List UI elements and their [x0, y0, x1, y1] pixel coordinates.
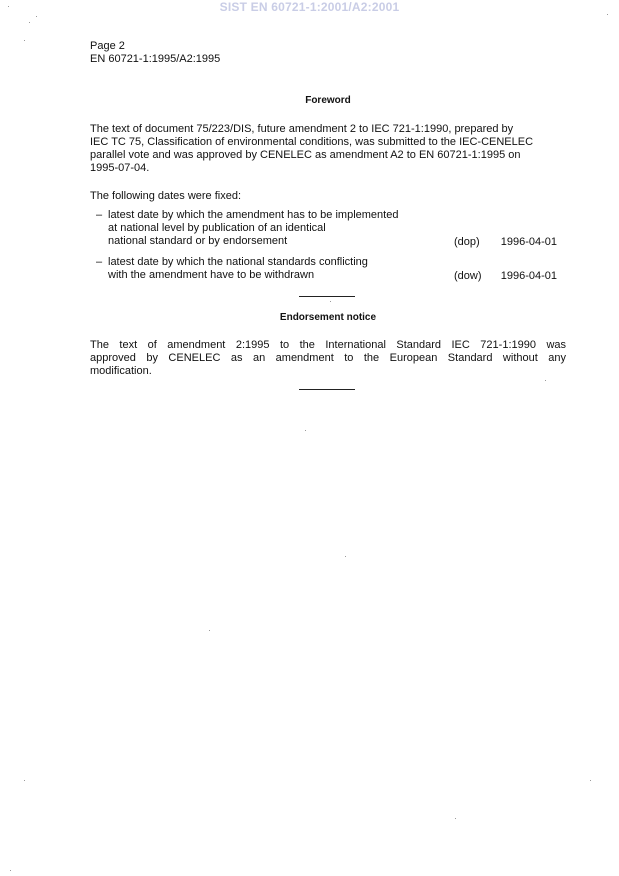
scan-speck [345, 556, 346, 557]
endorsement-line: The text of amendment 2:1995 to the International Standard IEC 721-1:1990 was [90, 339, 566, 351]
scan-speck [36, 16, 37, 17]
section-divider [299, 389, 355, 390]
foreword-line: parallel vote and was approved by CENELEC as amendment A2 to EN 60721-1:1995 on [90, 149, 521, 161]
watermark: SIST EN 60721-1:2001/A2:2001 [219, 0, 400, 14]
scan-speck [590, 780, 591, 781]
scan-speck [10, 870, 11, 871]
scan-speck [305, 430, 306, 431]
endorsement-heading: Endorsement notice [279, 312, 377, 323]
foreword-line: The text of document 75/223/DIS, future amendment 2 to IEC 721-1:1990, prepared by [90, 123, 514, 135]
date-item-line: at national level by publication of an identical [108, 222, 326, 234]
page-number: Page 2 [90, 40, 125, 52]
scan-speck [29, 22, 30, 23]
foreword-line: 1995-07-04. [90, 162, 150, 174]
endorsement-paragraph [90, 339, 566, 378]
date-code: (dop) [454, 236, 480, 248]
foreword-heading: Foreword [305, 95, 351, 106]
date-value: 1996-04-01 [500, 236, 557, 248]
date-item-dow [96, 256, 558, 283]
foreword-line: IEC TC 75, Classification of environmental conditions, was submitted to the IEC-CENELEC [90, 136, 534, 148]
date-item-line: latest date by which the amendment has to be implemented [108, 209, 399, 221]
scan-speck [24, 780, 25, 781]
date-item-line: with the amendment have to be withdrawn [108, 269, 315, 281]
date-item-text [108, 256, 438, 282]
scan-speck [455, 818, 456, 819]
endorsement-line: approved by CENELEC as an amendment to the European Standard without any [90, 352, 566, 364]
list-dash: – [96, 256, 103, 268]
section-divider [299, 296, 355, 297]
date-item-line: national standard or by endorsement [108, 235, 288, 247]
page-header [90, 40, 220, 66]
date-item-line: latest date by which the national standards conflicting [108, 256, 368, 268]
date-code: (dow) [454, 270, 482, 282]
date-item-dop [96, 209, 558, 249]
standard-reference: EN 60721-1:1995/A2:1995 [90, 53, 221, 65]
foreword-paragraph [90, 123, 566, 175]
endorsement-line: modification. [90, 365, 152, 377]
scan-speck [607, 14, 608, 15]
dates-intro: The following dates were fixed: [90, 190, 242, 202]
scan-speck [209, 630, 210, 631]
scan-speck [8, 6, 9, 7]
scan-speck [545, 380, 546, 381]
date-value: 1996-04-01 [500, 270, 557, 282]
list-dash: – [96, 209, 103, 221]
date-item-text [108, 209, 438, 248]
scan-speck [330, 301, 331, 302]
scan-speck [24, 40, 25, 41]
